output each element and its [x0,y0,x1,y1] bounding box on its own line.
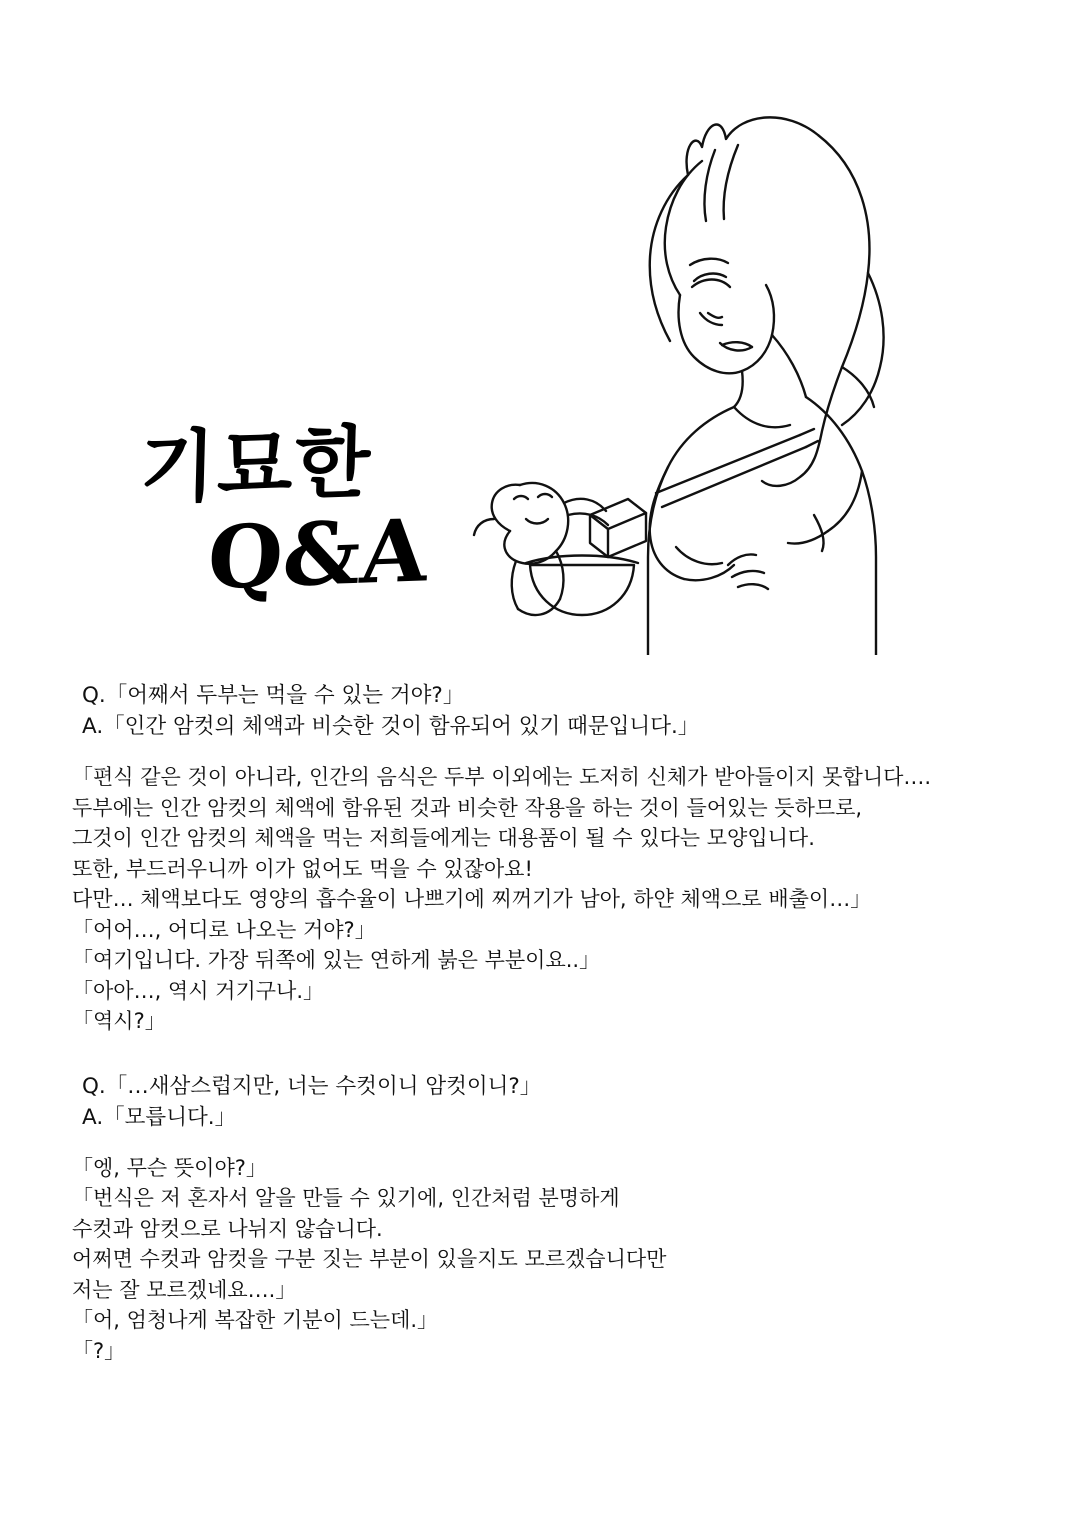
qa-block-2 [72,1071,1012,1133]
body-line: 「엥, 무슨 뜻이야?」 [72,1155,267,1180]
title-line-qa: Q&A [205,500,430,610]
answer-line: A.「모릅니다.」 [82,1104,237,1130]
body-block-1 [72,762,1012,1037]
body-line: 저는 잘 모르겠네요….」 [72,1277,297,1302]
body-line: 다만… 체액보다도 영양의 흡수율이 나쁘기에 찌꺼기가 남아, 하얀 체액으로 배출이…」 [72,887,872,911]
body-line: 그것이 인간 암컷의 체액을 먹는 저희들에게는 대용품이 될 수 있다는 모양입니다. [72,826,815,850]
question-line: Q.「…새삼스럽지만, 너는 수컷이니 암컷이니?」 [82,1073,542,1099]
page-title [138,417,460,610]
body-line: 「어, 엄청나게 복잡한 기분이 드는데.」 [72,1308,439,1332]
body-line: 수컷과 암컷으로 나뉘지 않습니다. [72,1216,383,1241]
illustration [470,95,1010,655]
body-line: 「편식 같은 것이 아니라, 인간의 음식은 두부 이외에는 도저히 신체가 받아들이지 못합니다…. [72,765,932,789]
body-line: 「번식은 저 혼자서 알을 만들 수 있기에, 인간처럼 분명하게 [72,1186,620,1210]
body-line: 「여기입니다. 가장 뒤쪽에 있는 연하게 붉은 부분이요..」 [72,948,601,972]
body-line: 어쩌면 수컷과 암컷을 구분 짓는 부분이 있을지도 모르겠습니다만 [72,1247,667,1271]
body-line: 「역시?」 [72,1009,166,1033]
body-line: 「어어…, 어디로 나오는 거야?」 [72,917,376,942]
body-line: 「아아…, 역시 거기구나.」 [72,978,324,1003]
body-line: 또한, 부드러우니까 이가 없어도 먹을 수 있잖아요! [72,856,533,881]
answer-line: A.「인간 암컷의 체액과 비슷한 것이 함유되어 있기 때문입니다.」 [82,714,700,739]
body-line: 「?」 [72,1338,126,1363]
document-body [72,680,1012,1400]
qa-block-1 [72,680,1012,742]
title-line-korean: 기묘한 [138,417,374,515]
body-block-2 [72,1153,1012,1367]
question-line: Q.「어째서 두부는 먹을 수 있는 거야?」 [82,683,465,708]
body-line: 두부에는 인간 암컷의 체액에 함유된 것과 비슷한 작용을 하는 것이 들어있는 듯하므로, [72,795,863,820]
